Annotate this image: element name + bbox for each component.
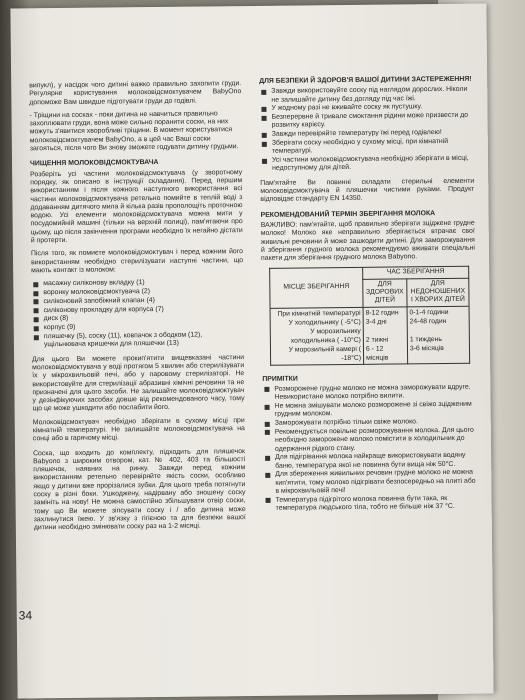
table-cell: 0-1-4 години <box>409 308 449 316</box>
page-number: 34 <box>18 608 33 623</box>
teat-paragraph: Соска, що входить до комплекту, підходить для пляшечок Babyono з широким отвором, кат. № 402, 403 та більшості пляшечок, наявних на ринку. Завжди перед кожним використанням ретельно перевіряйте якість соски, особливо якщо у дитини вже прорізалися зубки. Для цього треба потягнути соску в різні боки. Ушкоджену, надірвану або зношену соску замініть на нову! Не можна самостійно збільшувати отвір соски, тому що Ви можете зіпсувати соску і / або дитина може захлинутися їжею. У зв'язку з гігієною та для безпеки вашої дитини необхідно змінювати соску раз на 1-2 місяці. <box>33 447 246 532</box>
storage-paragraph: Молоковідсмоктувач необхідно зберігати в сухому місці при кімнатній температурі. Не залишайте молоковідсмоктувача на сонці або в гарячому місці. <box>32 416 245 443</box>
notes-heading: ПРИМІТКИ <box>262 375 298 383</box>
list-item: Розморожене грудне молоко не можна заморожувати вдруге. Невикористане молоко потрібно вилити. <box>274 384 476 403</box>
cleaning-heading: ЧИЩЕННЯ МОЛОКОВІДСМОКТУВАЧА <box>29 159 159 168</box>
list-item: У жодному разі не вживайте соску як пустушку. <box>271 103 473 113</box>
list-item: Для збереження живильних речовин грудне молоко не можна кип'ятити, тому молоко підігрівати безпосередньо на плиті або в мікрохвильовій печі! <box>275 469 476 495</box>
reminder-paragraph: Пам'ятайте Ви повинні складати стерильні елементи молоковідсмоктувача й пляшечки чистими руками. Продукт відповідає стандарту EN 14350. <box>260 177 475 204</box>
list-item: Температура підігрітого молока повинна бути така, як температура людського тіла, тобто не більше ніж 37 °С. <box>276 494 478 513</box>
list-item: - Тріщини на сосках - поки дитина не навчиться правильно захоплювати груди, вона може сильно поранити соски, на них можуть з'явитися хворобливі тріщини. В момент користуватися молоковідсмоктувачем BabyOno, а в цей час Ваші соски загояться, після чого Ви знову зможете годувати дитину грудьми. <box>29 110 241 154</box>
list-item: Завжди використовуйте соску під наглядом дорослих. Ніколи не залишайте дитину без догляду під час їжі. <box>271 86 473 105</box>
list-item: Рекомендується повільне розморожування молока. Для цього необхідно заморожене молоко помістити в холодильник до одержання рідкого стану. <box>275 427 477 454</box>
cleaning-paragraph: Розберіть усі частини молоковідсмоктувача (у зворотному порядку, як описано в інструкції складання). Перед першим використанням і після кожного наступного використання всі частини молоковідсмоктувача ретельно помийте в теплій воді з додаванням дитячого мила й кілька разів прополощіть проточною водою. Усі елементи молоковідсмоктувача можна мити у посудомийній машині (тільки на верхній полиці), пам'ятаючи про цьому, що після закінчення програми необхідно їх негайно дістати й протерти. <box>30 168 243 245</box>
table-cell: У морозильній камері ( -18°С) <box>288 345 362 362</box>
storage-intro: ВАЖЛИВО: пам'ятайте, щоб правильно зберігати зціджене грудне молоко! Молоко яке неправильно зберігається втрачає свої живильні речовини й може зашкодити дитині. Для заморожування й зберігання грудного молока рекомендуємо вживати спеціальні пакети для зберігання грудного молока Babyono. <box>260 219 475 263</box>
boil-paragraph: Для цього Ви можете прокип'ятити вищевказані частини молоковідсмоктувача у воді протягом 5 хвилин або стерилізувати їх у мікрохвильовій печі, або у паровому стерилізаторі. Не використовуйте для стерилізації абразивні хімічні речовини та не призначені для цього засоби. Не залишайте молоковідсмоктувач у дезінфікуючих засобах довше від рекомендованого часу, тому що це може ушкодити або послабити його. <box>32 353 245 413</box>
table-cell: 3-6 місяців <box>409 344 444 352</box>
table-cell <box>366 326 405 335</box>
table-cell: 2 тижні <box>365 336 389 344</box>
sterilize-paragraph: Після того, як помиєте молоковідсмоктувач і перед кожним його використанням необхідно стерилізувати наступні частини, що мають контакт із молоком: <box>30 248 244 275</box>
table-cell: 3-4 дні <box>365 318 387 326</box>
list-item: Не можна змішувати молоко розморожене зі свіжо зцідженим грудним молоком. <box>275 401 477 420</box>
right-column <box>259 76 478 520</box>
list-item: силіконовий запобіжний клапан (4) <box>43 296 243 306</box>
notes-list <box>262 384 477 514</box>
left-column <box>29 80 246 538</box>
list-item: пляшечку (5), соску (11), ковпачок з ободком (12), ущільнювача кришечки для пляшечки (13) <box>44 331 244 350</box>
table-cell: 1 тиждень <box>409 335 443 343</box>
safety-list <box>259 86 474 174</box>
table-cell: холодильника ( -10°С) <box>290 336 361 345</box>
table-cell: При кімнатній температурі <box>277 309 361 318</box>
parts-list <box>31 278 244 350</box>
list-item: Завжди перевіряйте температуру їжі перед годівлею! <box>272 129 474 139</box>
list-item: Для підігрівання молока найкраще використовувати водяну баню, температура якої не повинна бути вища ніж 50°С. <box>275 452 477 471</box>
table-row <box>270 306 470 365</box>
safety-heading: ДЛЯ БЕЗПЕКИ Й ЗДОРОВ'Я ВАШОЇ ДИТИНИ ЗАСТЕРЕЖЕННЯ! <box>259 75 472 85</box>
list-item: Безперервне й тривале смоктання рідини може призвести до розвитку карієсу. <box>272 112 474 131</box>
table-cell: У холодильнику ( -5°С) <box>288 318 361 327</box>
list-item: диск (8) <box>44 314 244 324</box>
list-item: Зберігати соску необхідно у сухому місці, при кімнатній температурі. <box>272 138 474 157</box>
storage-table <box>269 266 470 365</box>
list-item: Усі частини молоковідсмоктувача необхідно зберігати в місці, недоступному для дітей. <box>272 155 474 174</box>
cracked-nipples-list <box>29 110 241 154</box>
table-cell: 6 - 12 місяців <box>365 345 389 362</box>
storage-heading: РЕКОМЕНДОВАНИЙ ТЕРМІН ЗБЕРІГАННЯ МОЛОКА <box>260 209 436 219</box>
table-cell: 24-48 годин <box>409 317 447 325</box>
table-header-time: ЧАС ЗБЕРІГАННЯ <box>363 267 469 279</box>
table-header-premature: ДЛЯ НЕДОНОШЕНИХ І ХВОРИХ ДІТЕЙ <box>407 278 469 307</box>
list-item: масажну силіконову вкладку (1) <box>43 278 243 288</box>
table-header-healthy: ДЛЯ ЗДОРОВИХ ДІТЕЙ <box>363 279 407 307</box>
table-header-place: МІСЦЕ ЗБЕРІГАННЯ <box>270 268 363 308</box>
list-item: Заморожувати потрібно тільки свіже молоко. <box>275 418 477 428</box>
list-item: воронку молоковідсмоктувача (2) <box>43 287 243 297</box>
list-item: корпус (9) <box>44 322 244 332</box>
list-item: силіконову прокладку для корпуса (7) <box>44 305 244 315</box>
table-cell: 8-12 годин <box>365 309 399 317</box>
intro-paragraph: випукл), у насідок чого дитині важко правильно захопити груди. Регулярне користування молоковідсмоктувачем BabyOno допоможе Вам швидше підготувати груди до годівлі. <box>29 80 242 106</box>
manual-page <box>10 4 493 699</box>
table-cell: У морозильнику <box>310 327 361 336</box>
